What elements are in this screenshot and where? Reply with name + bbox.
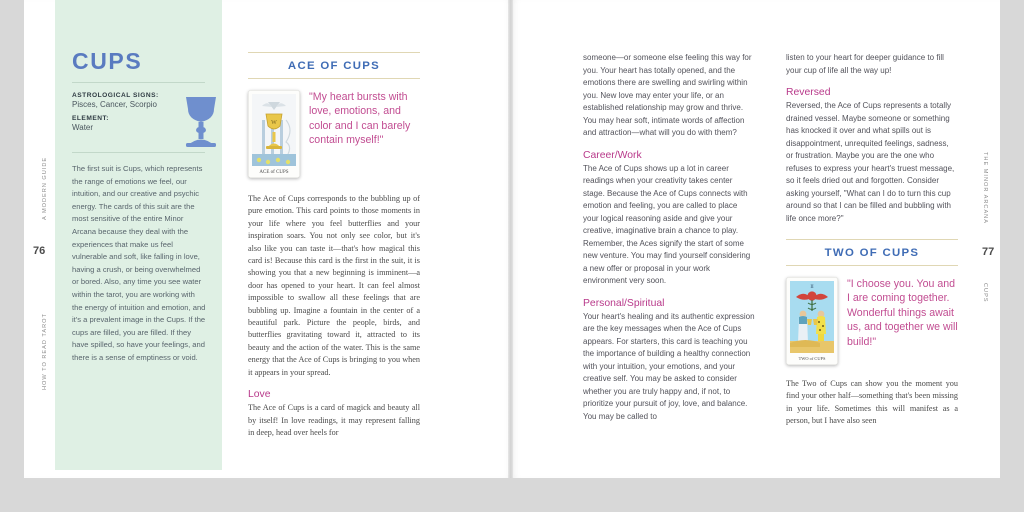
suit-divider-bottom <box>72 152 205 153</box>
career-work-subheading: Career/Work <box>583 149 642 161</box>
element-label: ELEMENT: <box>72 115 109 122</box>
ace-of-cups-heading: ACE OF CUPS <box>248 52 420 79</box>
two-card-caption: II <box>810 285 814 290</box>
personal-spiritual-paragraph-part1: Your heart's healing and its authentic expression are the key messages when the Ace of Cups appears. For starters, this card is teaching you the importance of building a healthy connection with your intuition, your emotions, and your creative self. You may be asked to consider whether you are truly happy and, if not, to prioritize your pursuit of joy, love, and balance. You may be called to <box>583 311 755 421</box>
suit-metadata <box>72 92 172 138</box>
suit-divider-top <box>72 82 205 83</box>
love-subheading: Love <box>248 389 271 401</box>
two-of-cups-card <box>786 277 838 370</box>
suit-title: CUPS <box>72 48 143 74</box>
personal-spiritual-subheading: Personal/Spiritual <box>583 297 665 309</box>
love-paragraph-part1: The Ace of Cups is a card of magick and beauty all by itself! In love readings, it may represent falling in deep, head over heels for <box>248 403 420 437</box>
chalice-icon <box>183 95 219 152</box>
ace-of-cups-intro: The Ace of Cups corresponds to the bubbling up of pure emotion. This card points to those moments in your life where you feel butterflies and your inspiration soars. You not only see color, but it's also like you can taste it—that's how magical this card is! Because this card is the first in the suit, it is showing you that a new beginning is imminent—a door has opened to your heart. It can feel almost impossible to swallow all these feelings that are bubbling up. Imagine a fountain in the center of a beautiful park. Picture the people, birds, and butterflies gravitating toward it, attracted to its beauty and the action of the water. This is the same energy that the Ace of Cups is bringing to you when it appears in your spread. <box>248 194 420 377</box>
suit-description: The first suit is Cups, which represents the range of emotions we feel, our intuition, and our creative and psychic energy. The cards of this suit are the most sensitive of the entire Minor Arcana because they deal with the experiences that make us feel vulnerable and soft, like falling in love, having a crush, or being overwhelmed or bored. Also, any time you see water within the tarot, you are working with the energy of intuition and emotion, and it's a prevalent image in the Cups. If the cups are filled, you are filled. If they have spilled, so have your feelings, and there is a sense of emptiness or void. <box>72 164 206 362</box>
page-gutter <box>508 0 513 478</box>
suit-info-panel <box>55 0 222 470</box>
element-value: Water <box>72 123 94 132</box>
column-two <box>583 52 755 432</box>
personal-spiritual-paragraph-part2: listen to your heart for deeper guidance to fill your cup of life all the way up! <box>786 53 944 75</box>
ace-of-cups-card <box>248 90 300 183</box>
reversed-paragraph: Reversed, the Ace of Cups represents a totally drained vessel. Maybe someone or something has knocked it over and what spills out is disappointment, unrequited feelings, sadness, or frustration. Maybe you are the one who refuses to express your heart's truest message, so it feels dried out and forgotten. Consider asking yourself, "What can I do to turn this cup around so that I can be filled and bubbling with life once more?" <box>786 101 955 223</box>
svg-text:W: W <box>271 120 277 126</box>
right-folio: 77 <box>982 246 995 258</box>
reversed-subheading: Reversed <box>786 87 831 98</box>
right-running-head-bottom: CUPS <box>982 283 988 303</box>
column-three <box>786 52 958 437</box>
left-folio: 76 <box>33 245 46 257</box>
two-of-cups-intro: The Two of Cups can show you the moment you find your other half—something that's been missing in your life. Sometimes this will manifest as a person, but I have also seen <box>786 379 958 426</box>
left-running-head-bottom: HOW TO READ TAROT <box>42 313 48 390</box>
right-running-head-top: THE MINOR ARCANA <box>982 152 988 224</box>
two-of-cups-heading: TWO OF CUPS <box>786 239 958 266</box>
left-running-head-top: A MODERN GUIDE <box>42 156 48 220</box>
svg-text:TWO of CUPS: TWO of CUPS <box>798 356 826 361</box>
two-of-cups-quote: "I choose you. You and I are coming together. Wonderful things await us, and together we will build!" <box>847 278 958 348</box>
column-one <box>248 52 420 439</box>
ace-card-caption: ACE of CUPS <box>259 170 289 175</box>
astrological-signs-label: ASTROLOGICAL SIGNS: <box>72 92 159 99</box>
love-paragraph-part2: someone—or someone else feeling this way for you. Your heart has totally opened, and the emotions there are swelling and swirling within you. New love may enter your life, or an established relationship may grow and thrive. You may hear soft, intimate words of affection and attraction—what will you do with them? <box>583 53 752 137</box>
astrological-signs-value: Pisces, Cancer, Scorpio <box>72 100 157 109</box>
ace-of-cups-quote: "My heart bursts with love, emotions, and color and I can barely contain myself!" <box>309 91 411 147</box>
career-work-paragraph: The Ace of Cups shows up a lot in career readings when your creativity takes center stage. Because the Ace of Cups connects with emotion and feeling, you are called to place your logical reasoning aside and give your creative, imaginative brain a chance to play. Remember, the Aces signify the start of some new venture. You may find yourself considering a new offer or proposal in your work environment very soon. <box>583 163 751 285</box>
